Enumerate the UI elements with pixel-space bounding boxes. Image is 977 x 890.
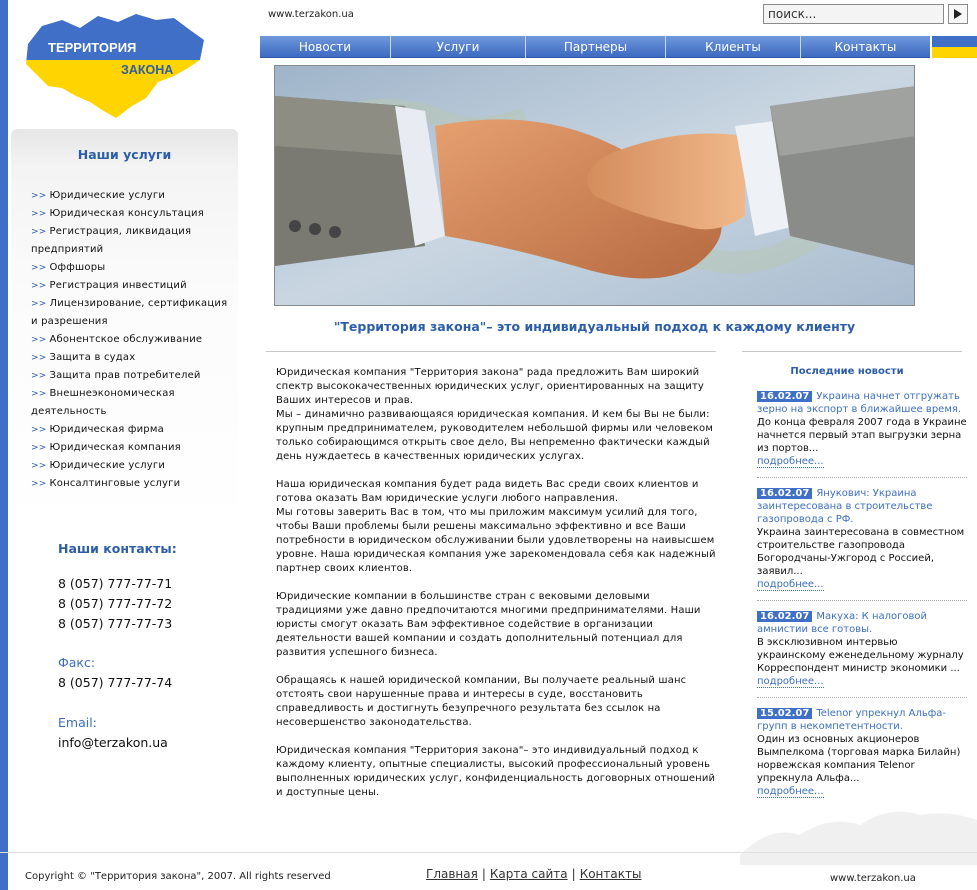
service-link[interactable]: >> Юридические услуги: [31, 190, 166, 201]
footer-link-contacts[interactable]: Контакты: [579, 867, 642, 881]
footer-separator: |: [571, 867, 576, 881]
nav-item-contacts[interactable]: Контакты: [800, 36, 930, 58]
search-button[interactable]: [948, 4, 968, 24]
service-link[interactable]: >> Защита в судах: [31, 352, 136, 363]
footer-divider: [0, 852, 977, 853]
play-arrow-icon: [954, 9, 962, 19]
service-link[interactable]: >> Защита прав потребителей: [31, 370, 201, 381]
ukraine-flag-strip: [932, 36, 977, 58]
news-headline-link[interactable]: Украина начнет отгружать зерно на экспорт в ближайшее время.: [757, 391, 962, 415]
copyright: Copyright © "Территория закона", 2007. All rights reserved: [25, 871, 331, 882]
news-headline-link[interactable]: Макуха: К налоговой амнистии все готовы.: [757, 611, 928, 635]
fax-label: Факс:: [58, 655, 96, 670]
nav-item-clients[interactable]: Клиенты: [665, 36, 800, 58]
news-summary: Украина заинтересована в совместном строительстве газопровода Богородчаны-Ужгород с Россией, заявил...: [757, 527, 965, 577]
nav-item-partners[interactable]: Партнеры: [525, 36, 665, 58]
service-link[interactable]: >> Юридическая фирма: [31, 424, 164, 435]
logo-line-2: ЗАКОНА: [121, 63, 174, 77]
news-summary: До конца февраля 2007 года в Украине начнется первый этап выгрузки зерна из портов...: [757, 417, 967, 454]
news-item: [757, 487, 967, 591]
news-headline-link[interactable]: Янукович: Украина заинтересована в строительстве газопровода с РФ.: [757, 488, 933, 525]
phone-list: [58, 574, 172, 634]
main-article: [276, 366, 716, 814]
service-link[interactable]: >> Юридическая компания: [31, 442, 181, 453]
fax-number: 8 (057) 777-77-74: [58, 675, 173, 690]
news-headline-link[interactable]: Telenor упрекнул Альфа-групп в некомпетентности.: [757, 708, 947, 732]
double-chevron-icon: >>: [31, 299, 47, 309]
footer-separator: |: [481, 867, 486, 881]
double-chevron-icon: >>: [31, 353, 47, 363]
main-divider: [266, 351, 716, 352]
news-item: [757, 610, 967, 688]
news-more-link[interactable]: подробнее...: [757, 579, 824, 590]
phone-number: 8 (057) 777-77-71: [58, 576, 173, 591]
service-link[interactable]: >> Консалтинговые услуги: [31, 478, 181, 489]
ukraine-map-logo-icon: [18, 6, 218, 124]
double-chevron-icon: >>: [31, 479, 47, 489]
search-form: [763, 4, 968, 24]
double-chevron-icon: >>: [31, 227, 47, 237]
news-summary: Один из основных акционеров Вымпелкома (торговая марка Билайн) норвежская компания Telenor упрекнула Альфа...: [757, 734, 961, 784]
main-nav: [260, 36, 930, 58]
double-chevron-icon: >>: [31, 371, 47, 381]
double-chevron-icon: >>: [31, 461, 47, 471]
article-paragraph: Наша юридическая компания будет рада видеть Вас среди своих клиентов и готова оказать Вам юридические услуги любого направления. Мы готовы заверить Вас в том, что мы приложим максимум усилий для того, чтобы Ваши проблемы были решены максимально эффективно и все Ваши потребности в юридическом обслуживании были удовлетворены на наивысшем уровне. Наша юридическая компания уже зарекомендовала себя как надежный партнер своих клиентов.: [276, 479, 716, 574]
news-item: [757, 707, 967, 798]
site-url-top: www.terzakon.ua: [268, 9, 354, 20]
nav-item-services[interactable]: Услуги: [390, 36, 525, 58]
slogan: "Территория закона"– это индивидуальный подход к каждому клиенту: [333, 319, 856, 334]
service-link[interactable]: >> Внешнеэкономическая деятельность: [31, 388, 175, 417]
article-paragraph: Юридическая компания "Территория закона"– это индивидуальный подход к каждому клиенту, опытные специалисты, высокий профессиональный уровень выполненных юридических услуг, конфиденциальность договорных отношений и доступные цены.: [276, 745, 716, 798]
double-chevron-icon: >>: [31, 443, 47, 453]
map-outline-decoration-icon: [740, 795, 977, 865]
news-more-link[interactable]: подробнее...: [757, 786, 824, 797]
double-chevron-icon: >>: [31, 263, 47, 273]
site-url-bottom: www.terzakon.ua: [830, 873, 916, 884]
nav-item-news[interactable]: Новости: [298, 40, 352, 54]
news-date: 16.02.07: [757, 391, 812, 402]
news-summary: В эксклюзивном интервью украинскому еженедельному журналу Корреспондент министр экономики ...: [757, 637, 964, 674]
news-list: [757, 390, 967, 807]
double-chevron-icon: >>: [31, 209, 47, 219]
news-separator: [757, 477, 967, 478]
news-separator: [757, 697, 967, 698]
service-link[interactable]: >> Юридическая консультация: [31, 208, 204, 219]
double-chevron-icon: >>: [31, 335, 47, 345]
service-link[interactable]: >> Лицензирование, сертификация и разрешения: [31, 298, 228, 327]
double-chevron-icon: >>: [31, 389, 47, 399]
news-date: 15.02.07: [757, 708, 812, 719]
news-date: 16.02.07: [757, 611, 812, 622]
left-accent-stripe: [0, 0, 8, 890]
footer-link-sitemap[interactable]: Карта сайта: [489, 867, 568, 881]
hero-handshake-image: [274, 65, 915, 306]
footer-links: [426, 867, 641, 881]
news-separator: [757, 600, 967, 601]
service-link[interactable]: >> Регистрация инвестиций: [31, 280, 187, 291]
phone-number: 8 (057) 777-77-73: [58, 616, 173, 631]
article-paragraph: Обращаясь к нашей юридической компании, Вы получаете реальный шанс отстоять свои нарушенные права и интересы в суде, восстановить справедливость и достигнуть безупречного результата без ссылок на несовершенство законодательства.: [276, 675, 687, 728]
news-more-link[interactable]: подробнее...: [757, 456, 824, 467]
service-link[interactable]: >> Регистрация, ликвидация предприятий: [31, 226, 192, 255]
contacts-title: Наши контакты:: [58, 541, 177, 556]
double-chevron-icon: >>: [31, 191, 47, 201]
site-logo[interactable]: [18, 6, 218, 124]
logo-line-1: ТЕРРИТОРИЯ: [48, 40, 137, 55]
news-more-link[interactable]: подробнее...: [757, 676, 824, 687]
sidebar: [11, 129, 238, 850]
search-input[interactable]: [763, 4, 944, 24]
article-paragraph: Юридические компании в большинстве стран с вековыми деловыми традициями уже давно предпочитаются многими предпринимателями. Наши юристы смогут оказать Вам эффективное содействие в организации деятельности вашей компании и создать дополнительный потенциал для развития успешного бизнеса.: [276, 591, 701, 658]
article-paragraph: Юридическая компания "Территория закона" рада предложить Вам широкий спектр высококачественных юридических услуг, ориентированных на защиту Ваших интересов и прав. Мы – динамично развивающаяся юридическая компания. И кем бы Вы не были: крупным предпринимателем, руководителем небольшой фирмы или человеком только собирающимся открыть свое дело, Вы непременно фактически каждый день нуждаетесь в качественных юридических услугах.: [276, 367, 714, 462]
service-link[interactable]: >> Абонентское обслуживание: [31, 334, 203, 345]
footer-link-home[interactable]: Главная: [426, 867, 478, 881]
double-chevron-icon: >>: [31, 281, 47, 291]
double-chevron-icon: >>: [31, 425, 47, 435]
email-label: Email:: [58, 715, 97, 730]
service-link[interactable]: >> Оффшоры: [31, 262, 106, 273]
news-title: Последние новости: [790, 366, 904, 377]
news-divider: [742, 351, 962, 352]
news-date: 16.02.07: [757, 488, 812, 499]
services-title: Наши услуги: [77, 147, 172, 162]
service-link[interactable]: >> Юридические услуги: [31, 460, 166, 471]
services-list: [31, 187, 236, 493]
handshake-icon: [275, 66, 915, 306]
phone-number: 8 (057) 777-77-72: [58, 596, 173, 611]
email-address[interactable]: info@terzakon.ua: [58, 735, 168, 750]
news-item: [757, 390, 967, 468]
